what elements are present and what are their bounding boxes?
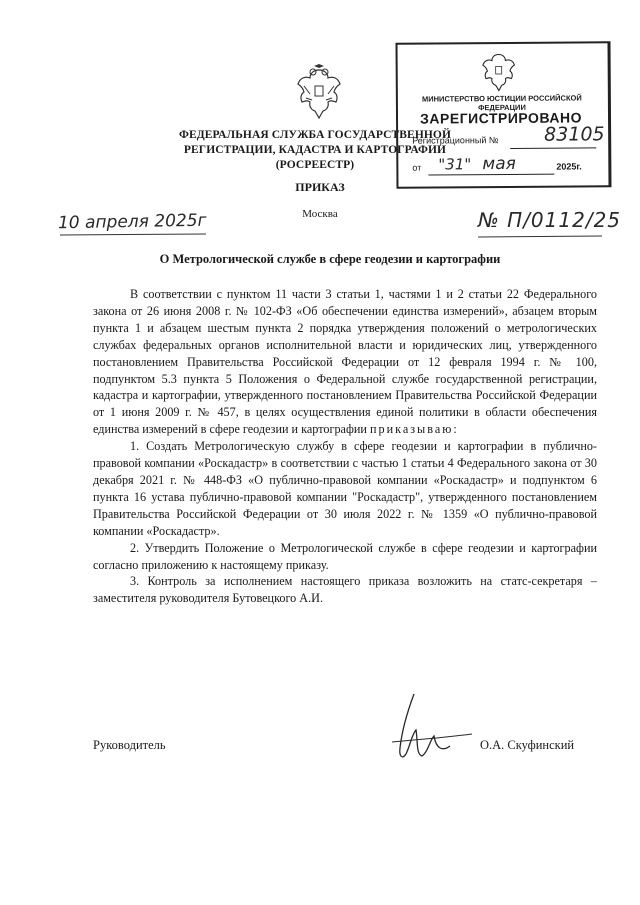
stamp-day: "31"	[438, 155, 472, 174]
stamp-date-line	[428, 174, 554, 176]
order-word: ПРИКАЗ	[295, 180, 345, 194]
handwritten-date: 10 апреля 2025г	[57, 210, 207, 234]
paragraph-item-2: 2. Утвердить Положение о Метрологической службе в сфере геодезии и картографии согласно приложению к настоящему приказу.	[93, 540, 597, 572]
stamp-year: 2025г.	[556, 161, 582, 172]
registration-stamp	[395, 41, 611, 188]
stamp-number-line	[510, 147, 596, 149]
paragraph-item-1: 1. Создать Метрологическую службу в сфере геодезии и картографии в публично-правовой компании «Роскадастр» в соответствии с частью 1 статьи 4 Федерального закона от 30 декабря 2021 г. № 448-ФЗ «О публично-правовой компании «Роскадастр» и подпунктом 6 пункта 16 устава публично-правовой компании "Роскадастр", утвержденного постановлением Правительства Российской Федерации от 30 июля 2022 г. № 1359 «О публично-правовой компании «Роскадастр».	[93, 439, 597, 538]
stamp-ministry-name: МИНИСТЕРСТВО ЮСТИЦИИ РОССИЙСКОЙ ФЕДЕРАЦИИ	[421, 93, 582, 113]
preamble-text: В соответствии с пунктом 11 части 3 статьи 1, частями 1 и 2 статьи 22 Федерального закона от 26 июня 2008 г. № 102-ФЗ «Об обеспечении единства измерений», абзацем вторым пункта 1 и абзацем шестым пункта 2 порядка утверждения положений о метрологических службах федеральных органов исполнительной власти и юридических лиц, утвержденного постановлением Правительства Российской Федерации от 12 февраля 1994 г. № 100, подпунктом 5.3 пункта 5 Положения о Федеральной службе государственной регистрации, кадастра и картографии, утвержденного постановлением Правительства Российской Федерации от 1 июня 2009 г. № 457, в целях осуществления единой политики в области обеспечения единства измерений в сфере геодезии и картографии	[93, 287, 597, 437]
signatory-name: О.А. Скуфинский	[480, 738, 575, 752]
stamp-reg-number-label: Регистрационный №	[412, 135, 499, 146]
document-body	[93, 286, 597, 607]
agency-name-line-1: ФЕДЕРАЛЬНАЯ СЛУЖБА ГОСУДАРСТВЕННОЙ	[178, 129, 452, 141]
signatory-role: Руководитель	[93, 738, 166, 752]
city-name: Москва	[302, 208, 338, 220]
agency-name-line-2: РЕГИСТРАЦИИ, КАДАСТРА И КАРТОГРАФИИ	[183, 144, 447, 156]
order-directive: приказываю:	[369, 422, 459, 437]
coat-of-arms-emblem	[296, 64, 342, 120]
paragraph-preamble	[93, 286, 597, 438]
paragraph-item-3: 3. Контроль за исполнением настоящего приказа возложить на статс-секретаря – заместителя руководителя Бутовецкого А.И.	[93, 574, 597, 606]
number-underline	[476, 234, 606, 240]
stamp-registered-label: ЗАРЕГИСТРИРОВАНО	[420, 109, 582, 127]
stamp-emblem	[478, 50, 520, 92]
stamp-month: мая	[482, 153, 516, 175]
handwritten-order-number: № П/0112/25	[478, 208, 622, 232]
stamp-from-label: от	[412, 162, 422, 173]
agency-abbreviation: (РОСРЕЕСТР)	[275, 159, 355, 171]
handwritten-signature	[372, 690, 492, 770]
stamp-reg-number: 83105	[544, 123, 605, 146]
document-title: О Метрологической службе в сфере геодезии и картографии	[159, 252, 501, 266]
date-underline	[58, 232, 208, 238]
